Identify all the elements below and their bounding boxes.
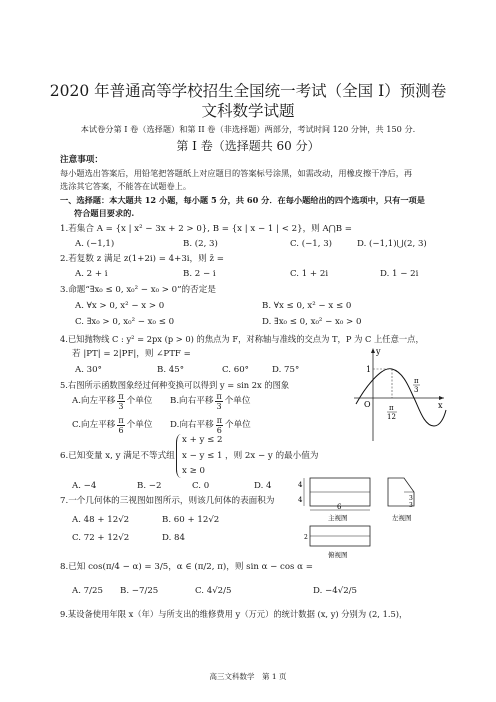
one-label: 1 [366,365,372,374]
origin-label: O [364,400,371,409]
q6-constraint-1: x + y ≤ 2 [182,435,223,445]
q6-option-a: A. −4 [72,481,97,491]
q8-option-c: C. 4√2/5 [195,586,232,596]
sine-curve [356,369,446,426]
part1-line1: 一、选择题：本大题共 12 小题，每小题 5 分，共 60 分．在每小题给出的四个选项中，只有一项是 [60,195,425,205]
q2-option-c: C. 1 + 2i [290,269,329,279]
q5-b-den: 3 [216,401,222,411]
dim-4b: 4 [298,496,303,504]
q5-d-num: π [216,415,222,425]
q5-c-num: π [118,415,124,425]
q6-option-b: B. −2 [137,481,162,491]
x-label: x [438,401,443,410]
q2-option-a: A. 2 + i [75,269,108,279]
q8-option-b: B. −7/25 [120,586,159,596]
q2-option-d: D. 1 − 2i [380,269,419,279]
y-label: y [376,347,381,356]
front-view-label: 主视图 [328,514,348,522]
notice-line2: 选涂其它答案，不能答在试题卷上。 [60,181,192,191]
q7-stem: 7.一个几何体的三视图如图所示，则该几何体的表面积为 [60,496,275,506]
q3-stem: 3.命题“∃x₀ ≤ 0, x₀² − x₀ > 0”的否定是 [60,285,216,295]
q5-option-d-post: 个单位 [224,419,251,430]
q5-option-a-pre: A.向左平移 [72,395,116,406]
q6-brace [176,434,181,478]
q5-option-b [170,390,251,412]
q7-option-b: B. 60 + 12√2 [162,515,220,525]
q5-option-a-post: 个单位 [126,395,153,406]
left-view-label: 左视图 [392,514,412,522]
q3-option-b: B. ∀x ≤ 0, x² − x ≤ 0 [262,301,352,311]
q6-stem-post: ，则 2x − y 的最小值为 [225,451,319,461]
notice-heading: 注意事项： [60,155,103,165]
q5-option-d [170,414,251,436]
q6-constraint-2: x − y ≤ 1 [182,451,223,461]
q7-option-c: C. 72 + 12√2 [72,533,130,543]
q5-option-a-fraction [117,392,124,411]
q5-option-b-fraction [215,392,222,411]
notice-line1: 每小题选出答案后，用铅笔把答题纸上对应题目的答案标号涂黑，如需改动，用橡皮擦干净后，再 [60,168,413,178]
q4-option-b: B. 45° [157,365,185,375]
q3-option-c: C. ∃x₀ > 0, x₀² − x₀ ≤ 0 [75,317,175,327]
dim-2: 2 [304,534,308,541]
q6-stem-pre: 6.已知变量 x, y 满足不等式组 [60,451,175,461]
q7-option-d: D. 84 [162,533,185,543]
q5-option-c-post: 个单位 [126,419,153,430]
q5-stem: 5.右图所示函数图象经过何种变换可以得到 y = sin 2x 的图象 [60,380,290,390]
q4-option-c: C. 60° [222,365,249,375]
section-heading: 第 I 卷（选择题共 60 分） [176,139,320,153]
q1-stem: 1.若集合 A = {x | x² − 3x + 2 > 0}, B = {x | x − 1 | < 2}，则 A⋂B = [60,224,352,234]
dim-4a: 4 [298,481,303,489]
q1-option-b: B. (2, 3) [183,239,218,249]
dim-3b: 3 [409,502,413,509]
dim-6: 6 [337,503,342,511]
q6-constraint-3: x ≥ 0 [182,466,205,476]
exam-info: 本试卷分第 I 卷（选择题）和第 II 卷（非选择题）两部分，考试时间 120 分钟，共 150 分. [80,124,416,134]
sine-graph [352,346,448,442]
three-views-figure [296,470,446,590]
tick-bot-num: π [389,404,394,412]
tick-top-den: 3 [414,386,419,394]
q5-a-den: 3 [118,401,124,411]
q8-stem: 8.已知 cos(π/4 − α) = 3/5，α ∈ (π/2, π)，则 sin α − cos α = [60,562,313,572]
q4-option-a: A. 30° [75,365,102,375]
exam-title-line1: 2020 年普通高等学校招生全国统一考试（全国 I）预测卷 [49,82,447,100]
exam-title-line2: 文科数学试题 [201,102,295,120]
dim-3a: 3 [409,495,413,502]
q5-c-den: 6 [118,425,124,435]
y-axis-arrow [371,348,375,353]
q3-option-a: A. ∀x > 0, x² − x > 0 [75,301,165,311]
tick-top-num: π [414,377,419,385]
q5-option-a [72,390,152,412]
x-axis-arrow [439,396,444,400]
q1-option-a: A. (−1,1) [75,239,115,249]
part1-line2: 符合题目要求的. [74,208,135,218]
q5-option-c [72,414,152,436]
page-footer: 高三文科数学 第 1 页 [209,672,287,681]
q4-stem2: 若 |PT| = 2|PF|，则 ∠PTF = [72,349,191,359]
q5-option-d-fraction [216,416,223,435]
q8-option-d: D. −4√2/5 [313,586,358,596]
q5-option-c-fraction [117,416,124,435]
q5-option-d-pre: D.向右平移 [170,419,214,430]
q5-option-b-pre: B.向右平移 [170,395,214,406]
q4-option-d: D. 75° [272,365,300,375]
q5-d-den: 6 [216,425,222,435]
q2-stem: 2.若复数 z 满足 z(1+2i) = 4+3i，则 z̄ = [60,254,224,264]
q5-a-num: π [118,391,124,401]
top-view-label: 俯视图 [328,551,348,559]
q5-option-b-post: 个单位 [224,395,251,406]
q9-stem: 9.某设备使用年限 x（年）与所支出的维修费用 y（万元）的统计数据 (x, y) 分别为 (2, 1.5)， [60,609,408,619]
q5-b-num: π [216,391,222,401]
q3-option-d: D. ∃x₀ ≤ 0, x₀² − x₀ > 0 [262,317,362,327]
q1-option-d: D. (−1,1)⋃(2, 3) [357,239,427,249]
q5-option-c-pre: C.向左平移 [72,419,116,430]
q1-option-c: C. (−1, 3) [290,239,333,249]
q6-option-d: D. 4 [254,481,272,491]
q8-option-a: A. 7/25 [72,586,103,596]
q2-option-b: B. 2 − i [183,269,216,279]
q4-stem: 4.已知抛物线 C : y² = 2px (p > 0) 的焦点为 F，对称轴与准线的交点为 T，P 为 C 上任意一点， [60,334,424,344]
q7-option-a: A. 48 + 12√2 [72,515,130,525]
tick-bot-den: 12 [387,413,396,421]
q6-option-c: C. 0 [192,481,210,491]
